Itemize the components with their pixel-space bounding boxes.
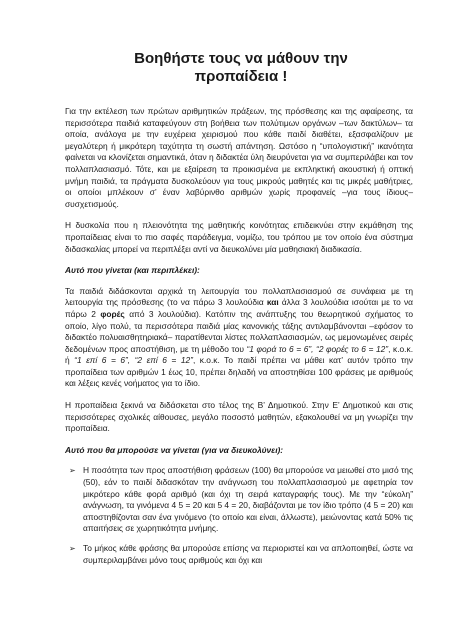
italic-text-run: “1 φορά το 6 = 6”, “2 φορές το 6 = 12” <box>246 343 389 354</box>
proposal-list <box>65 465 413 566</box>
text-run: , κ.ο.κ. ή <box>65 343 414 366</box>
title-line-2: προπαίδεια ! <box>194 68 288 85</box>
section-heading-proposed-practice: Αυτό που θα μπορούσε να γίνεται (για να διευκολύνει): <box>65 444 284 455</box>
text-run: Τα παιδιά διδάσκονται αρχικά τη λειτουργία του πολλαπλασιασμού σε συνάφεια με τη λειτουργία της πρόσθεσης (το να πάρω 3 λουλούδια <box>65 285 413 308</box>
difficulty-paragraph: Η δυσκολία που η πλειονότητα της μαθητικής κοινότητας επιδεικνύει στην εκμάθηση της προπαίδειας είναι το πιο σαφές παράδειγμα, νομίζω, του τρόπου με τον οποίο ένα σύστημα διδασκαλίας μπορεί να περιπλέξει αντί να διευκολύνει μία μαθησιακή διαδικασία. <box>65 220 413 254</box>
list-item-text: Το μήκος κάθε φράσης θα μπορούσε επίσης να περιοριστεί και να απλοποιηθεί, ώστε να συμπεριλαμβάνει μόνο τους αριθμούς και όχι και <box>83 543 413 565</box>
list-item-text: Η ποσότητα των προς αποστήθιση φράσεων (100) θα μπορούσε να μειωθεί στο μισό της (50), εάν το παιδί διδασκόταν την ανάγνωση του πολλαπλασιασμού με αφετηρία τον μικρότερο κάθε φορά αριθμό (και όχι τη σειρά καταγραφής τους). Με την “εύκολη” ανάγνωση, τα γινόμενα 4 5 = 20 και 5 4 = 20, διαβάζονται με τον ίδιο τρόπο (4 5 = 20) και αποστηθίζονται σαν ένα γινόμενο (το οποίο και είναι, άλλωστε), μειώνοντας κατά 50% τις απαιτήσεις σε χωρητικότητα μνήμης. <box>83 465 413 534</box>
grade-timeline-paragraph: Η προπαίδεια ξεκινά να διδάσκεται στο τέλος της Β’ Δημοτικού. Στην Ε’ Δημοτικού και στις περισσότερες σχολικές αίθουσες, μεγάλο ποσοστό μαθητών, εξακολουθεί να μη γνωρίζει την προπαίδεια. <box>65 400 413 434</box>
title-line-1: Βοηθήστε τους να μάθουν την <box>134 50 348 67</box>
current-practice-paragraph <box>65 286 413 390</box>
text-run: από 3 λουλούδια). Κατόπιν της ανάπτυξης του θεωρητικού σχήματος το οποίο, λίγο πολύ, τα περισσότερα παιδιά μίας κανονικής τάξης αντιλαμβάνονται –εφόσον το διδακτέο πολυαισθητηριακά– παρατίθενται λίστες πολλαπλασιασμών, ως μεμονωμένες σειρές δεδομένων προς αποστήθιση, με τη μέθοδο του <box>65 308 414 354</box>
intro-paragraph: Για την εκτέλεση των πρώτων αριθμητικών πράξεων, της πρόσθεσης και της αφαίρεσης, τα περισσότερα παιδιά καταφεύγουν στη βοήθεια των πολύτιμων οργάνων –των δακτύλων– τα οποία, ανάλογα με την ευχέρεια χειρισμού που κάθε παιδί διαθέτει, εξασφαλίζουν με μεγαλύτερη ή μικρότερη ταχύτητα τη σωστή απάντηση. Ωστόσο η “υπολογιστική” ικανότητα φαίνεται να κλονίζεται σημαντικά, όταν η διδακτέα ύλη διευρύνεται για να συμπεριλάβει και τον πολλαπλασιασμό. Τότε, και με εξαίρεση τα προικισμένα με εκπληκτική ακουστική ή οπτική μνήμη παιδιά, τα πράγματα δυσκολεύουν για τους μικρούς μαθητές και τις μικρές μαθήτριες, οι οποίοι μπλέκουν σ’ έναν λαβύρινθο αριθμών χωρίς προφανείς –για τους ίδιους– συσχετισμούς. <box>65 106 413 209</box>
bold-text-run: και <box>266 297 279 308</box>
arrow-bullet-icon: ➢ <box>69 466 76 476</box>
arrow-bullet-icon: ➢ <box>69 544 76 553</box>
list-item <box>65 543 413 566</box>
list-item <box>65 465 413 535</box>
section-heading-current-practice: Αυτό που γίνεται (και περιπλέκει): <box>65 265 200 276</box>
document-title <box>65 50 413 86</box>
text-run: άλλα 3 λουλούδια ισούται με το να πάρω 2 <box>65 297 413 319</box>
text-run: , κ.ο.κ. Το παιδί πρέπει να μάθει κατ’ αυτόν τρόπο την προπαίδεια των αριθμών 1 έως 10, πρέπει δηλαδή να αποστηθίσει 100 φράσεις με αριθμούς και λέξεις κενές νοήματος για το ίδιο. <box>65 355 413 389</box>
bold-text-run: φορές <box>100 308 125 319</box>
italic-text-run: “1 επί 6 = 6”, “2 επί 6 = 12” <box>74 355 193 366</box>
